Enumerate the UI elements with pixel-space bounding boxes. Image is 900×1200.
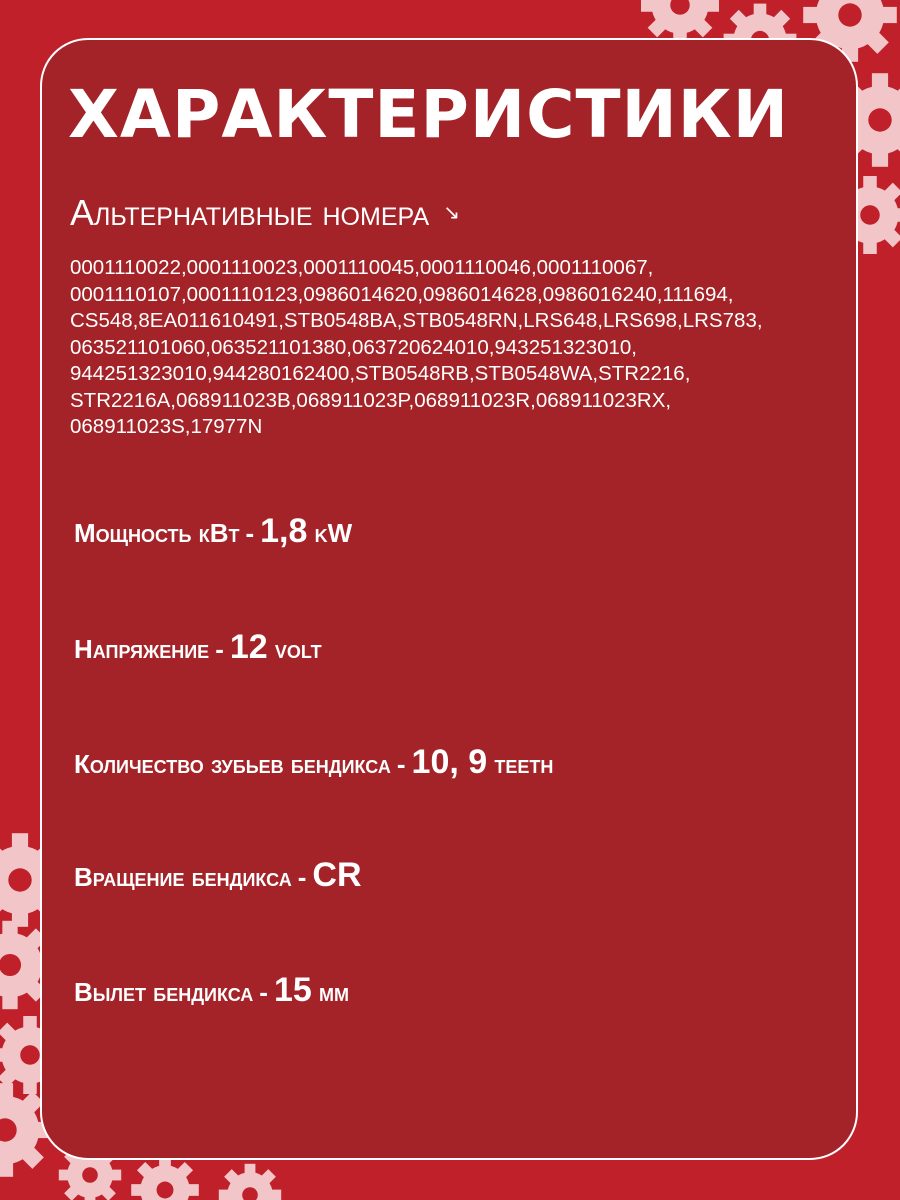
spec-label: Вылет бендикса (74, 977, 254, 1007)
spec-power (74, 514, 352, 548)
spec-dash: - (396, 749, 406, 779)
spec-value: 10, 9 (411, 743, 488, 781)
spec-label: Напряжение (74, 634, 210, 664)
spec-value: 12 (229, 628, 268, 666)
spec-unit: kW (314, 518, 353, 548)
spec-value: 1,8 (260, 512, 308, 550)
spec-unit: volt (274, 634, 322, 664)
arrow-down-right-icon: ↘ (443, 202, 460, 224)
spec-offset (74, 973, 349, 1007)
page-title: ХАРАКТЕРИСТИКИ (68, 76, 789, 153)
spec-unit: мм (319, 977, 349, 1007)
spec-dash: - (215, 634, 224, 664)
alternative-numbers-list: 0001110022,0001110023,0001110045,0001110046,0001110067, 0001110107,0001110123,0986014620,0986014628,0986016240,111694, CS548,8EA011610491,STB0548BA,STB0548RN,LRS648,LRS698,LRS783, 063521101060,063521101380,063720624010,943251323010, 944251323010,944280162400,STB0548RB,STB0548WA,STR2216, STR2216A,068911023B,068911023P,068911023R,068911023RX, 068911023S,17977N (70, 256, 763, 438)
spec-value: CR (312, 856, 362, 894)
alternative-numbers-label: Альтернативные номера (70, 192, 430, 233)
spec-dash: - (245, 518, 255, 548)
spec-dash: - (297, 862, 307, 892)
spec-dash: - (259, 977, 268, 1007)
spec-label: Количество зубьев бендикса (74, 749, 391, 779)
spec-label: Мощность кВт (74, 518, 240, 548)
characteristics-card (40, 38, 858, 1160)
spec-value: 15 (273, 971, 312, 1009)
spec-rotation (74, 858, 362, 892)
alternative-numbers-heading (70, 192, 460, 233)
gear-icon (131, 1156, 199, 1200)
spec-teeth (74, 745, 553, 779)
gear-icon (219, 1164, 281, 1200)
spec-label: Вращение бендикса (74, 862, 292, 892)
spec-unit: teeth (494, 749, 554, 779)
spec-voltage (74, 630, 322, 664)
